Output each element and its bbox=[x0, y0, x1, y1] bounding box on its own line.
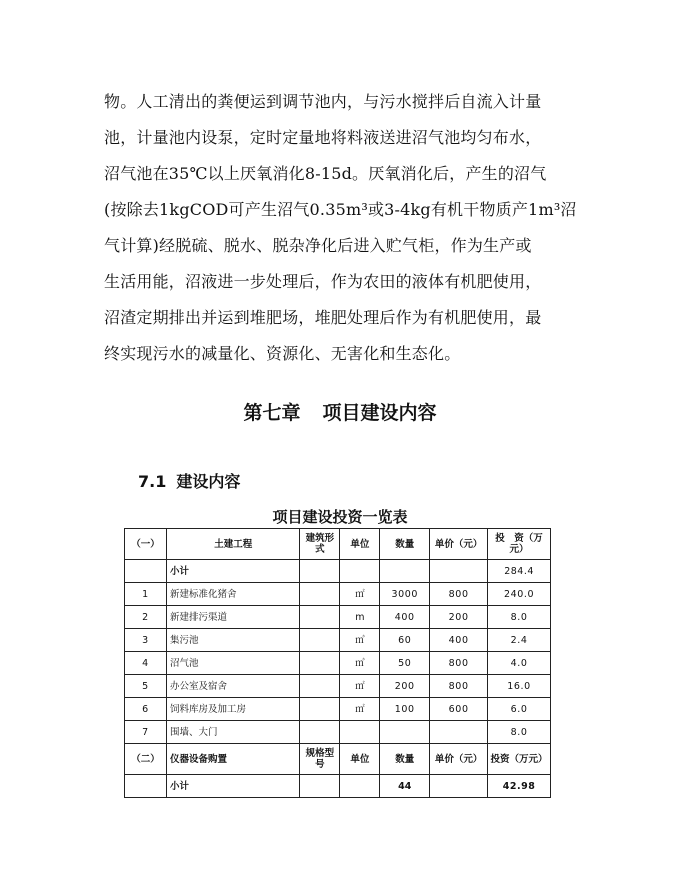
civil-subtotal-invest: 284.4 bbox=[488, 560, 551, 583]
table-row bbox=[125, 583, 551, 606]
row-invest: 4.0 bbox=[488, 652, 551, 675]
row-qty: 100 bbox=[380, 698, 430, 721]
col-header-qty: 数量 bbox=[380, 529, 430, 560]
row-price: 600 bbox=[430, 698, 488, 721]
row-form bbox=[300, 629, 340, 652]
col-header-unit: 单位 bbox=[340, 529, 380, 560]
col-header-invest: 投 资（万元） bbox=[488, 529, 551, 560]
equip-subtotal-qty: 44 bbox=[380, 775, 430, 798]
body-line-7: 沼渣定期排出并运到堆肥场，堆肥处理后作为有机肥使用，最 bbox=[104, 308, 542, 327]
col-header-unit: 单位 bbox=[340, 744, 380, 775]
row-name: 集污池 bbox=[166, 629, 300, 652]
equip-subtotal-label: 小计 bbox=[166, 775, 300, 798]
row-unit bbox=[340, 721, 380, 744]
chapter-title: 项目建设内容 bbox=[322, 402, 437, 424]
col-header-qty: 数量 bbox=[380, 744, 430, 775]
row-price: 800 bbox=[430, 652, 488, 675]
row-name: 沼气池 bbox=[166, 652, 300, 675]
body-line-6: 生活用能，沼液进一步处理后，作为农田的液体有机肥使用， bbox=[104, 272, 542, 291]
row-no: 3 bbox=[125, 629, 167, 652]
row-unit: ㎡ bbox=[340, 583, 380, 606]
row-name: 办公室及宿舍 bbox=[166, 675, 300, 698]
table-caption: 项目建设投资一览表 bbox=[272, 508, 408, 526]
row-invest: 16.0 bbox=[488, 675, 551, 698]
row-unit: ㎡ bbox=[340, 698, 380, 721]
body-line-4: (按除去1kgCOD可产生沼气0.35m³或3-4kg有机干物质产1m³沼 bbox=[104, 200, 577, 219]
row-no: 1 bbox=[125, 583, 167, 606]
row-qty: 200 bbox=[380, 675, 430, 698]
section-title: 建设内容 bbox=[176, 472, 241, 491]
row-name: 饲料库房及加工房 bbox=[166, 698, 300, 721]
row-qty: 60 bbox=[380, 629, 430, 652]
body-line-8: 终实现污水的减量化、资源化、无害化和生态化。 bbox=[104, 344, 461, 363]
row-price: 800 bbox=[430, 675, 488, 698]
civil-section-no: （一） bbox=[125, 529, 167, 560]
table-row bbox=[125, 652, 551, 675]
row-invest: 8.0 bbox=[488, 721, 551, 744]
row-form bbox=[300, 583, 340, 606]
col-header-price: 单价（元） bbox=[430, 529, 488, 560]
row-price bbox=[430, 721, 488, 744]
row-form bbox=[300, 698, 340, 721]
row-qty: 3000 bbox=[380, 583, 430, 606]
row-form bbox=[300, 675, 340, 698]
table-row bbox=[125, 606, 551, 629]
col-header-spec: 规格型号 bbox=[300, 744, 340, 775]
table-row bbox=[125, 629, 551, 652]
row-no: 5 bbox=[125, 675, 167, 698]
row-qty: 50 bbox=[380, 652, 430, 675]
body-line-1: 物。人工清出的粪便运到调节池内，与污水搅拌后自流入计量 bbox=[104, 92, 542, 111]
row-unit: ㎥ bbox=[340, 652, 380, 675]
section-heading bbox=[138, 469, 240, 492]
equip-header-row bbox=[125, 744, 551, 775]
col-header-invest: 投资（万元） bbox=[488, 744, 551, 775]
row-qty: 400 bbox=[380, 606, 430, 629]
row-form bbox=[300, 721, 340, 744]
table-row bbox=[125, 698, 551, 721]
section-number: 7.1 bbox=[138, 472, 167, 491]
body-line-5: 气计算)经脱硫、脱水、脱杂净化后进入贮气柜，作为生产或 bbox=[104, 236, 532, 255]
row-name: 围墙、大门 bbox=[166, 721, 300, 744]
civil-subtotal-row bbox=[125, 560, 551, 583]
row-name: 新建排污渠道 bbox=[166, 606, 300, 629]
table-row bbox=[125, 721, 551, 744]
row-unit: m bbox=[340, 606, 380, 629]
equip-subtotal-row bbox=[125, 775, 551, 798]
chapter-number: 第七章 bbox=[243, 402, 301, 424]
row-price: 400 bbox=[430, 629, 488, 652]
body-line-2: 池，计量池内设泵，定时定量地将料液送进沼气池均匀布水， bbox=[104, 128, 542, 147]
col-header-form: 建筑形式 bbox=[300, 529, 340, 560]
body-paragraph bbox=[104, 92, 584, 380]
row-name: 新建标准化猪舍 bbox=[166, 583, 300, 606]
row-qty bbox=[380, 721, 430, 744]
col-header-price: 单价（元） bbox=[430, 744, 488, 775]
investment-table bbox=[124, 528, 551, 798]
row-price: 800 bbox=[430, 583, 488, 606]
row-no: 4 bbox=[125, 652, 167, 675]
row-form bbox=[300, 606, 340, 629]
row-no: 7 bbox=[125, 721, 167, 744]
table-row bbox=[125, 675, 551, 698]
row-unit: ㎥ bbox=[340, 629, 380, 652]
row-unit: ㎡ bbox=[340, 675, 380, 698]
civil-subtotal-label: 小计 bbox=[166, 560, 300, 583]
row-invest: 8.0 bbox=[488, 606, 551, 629]
row-form bbox=[300, 652, 340, 675]
body-line-3: 沼气池在35℃以上厌氧消化8-15d。厌氧消化后，产生的沼气 bbox=[104, 164, 547, 183]
row-invest: 2.4 bbox=[488, 629, 551, 652]
row-invest: 240.0 bbox=[488, 583, 551, 606]
civil-header-row bbox=[125, 529, 551, 560]
civil-section-title: 土建工程 bbox=[166, 529, 300, 560]
equip-section-title: 仪器设备购置 bbox=[166, 744, 300, 775]
row-invest: 6.0 bbox=[488, 698, 551, 721]
row-no: 6 bbox=[125, 698, 167, 721]
equip-section-no: （二） bbox=[125, 744, 167, 775]
equip-subtotal-invest: 42.98 bbox=[488, 775, 551, 798]
chapter-heading bbox=[0, 398, 680, 425]
row-no: 2 bbox=[125, 606, 167, 629]
row-price: 200 bbox=[430, 606, 488, 629]
